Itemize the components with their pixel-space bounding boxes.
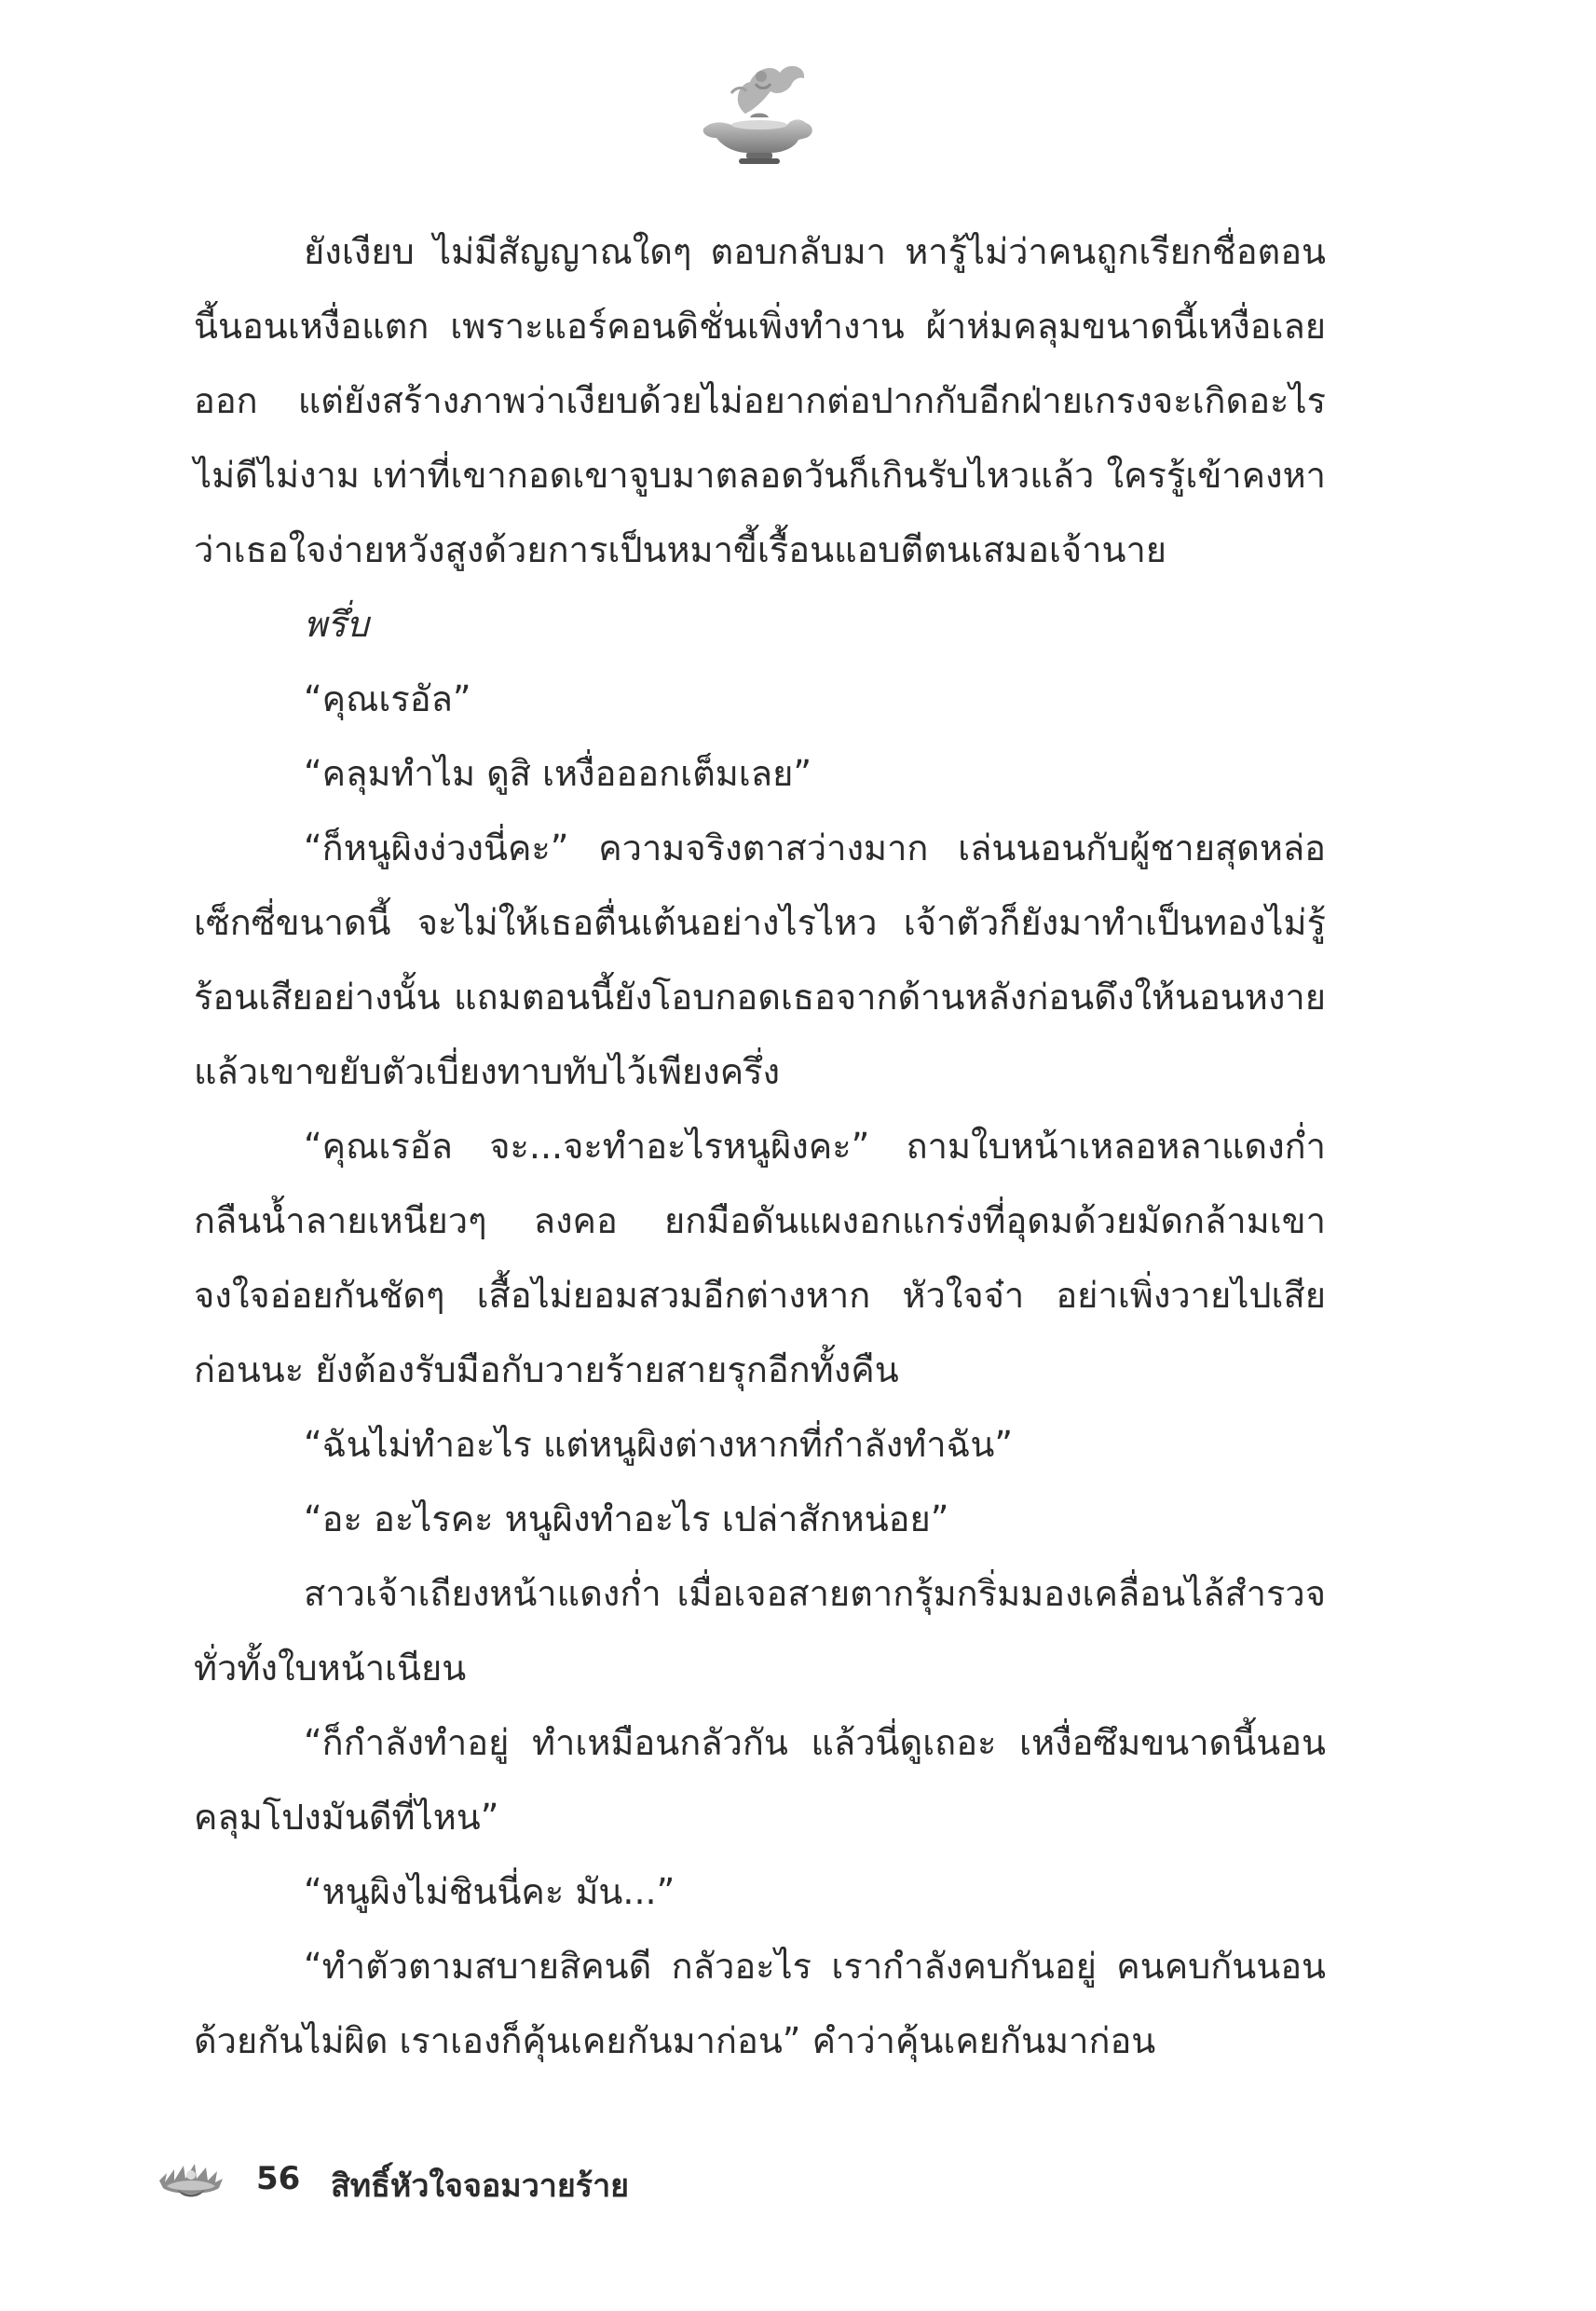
paragraph: “ก็กำลังทำอยู่ ทำเหมือนกลัวกัน แล้วนี่ดูเถอะ เหงื่อซึมขนาดนี้นอนคลุมโปงมันดีที่ไหน” — [194, 1722, 1326, 1838]
body-text — [194, 214, 1326, 2078]
book-title: สิทธิ์หัวใจจอมวายร้าย — [331, 2167, 630, 2205]
paragraph: “คุณเรอัล จะ...จะทำอะไรหนูผิงคะ” ถามใบหน้าเหลอหลาแดงก่ำกลืนน้ำลายเหนียวๆ ลงคอ ยกมือดันแผงอกแกร่งที่อุดมด้วยมัดกล้ามเขาจงใจอ่อยกันชัดๆ เสื้อไม่ยอมสวมอีกต่างหาก หัวใจจ๋า อย่าเพิ่งวายไปเสียก่อนนะ ยังต้องรับมือกับวายร้ายสายรุกอีกทั้งคืน — [194, 1126, 1326, 1390]
paragraph: พรึ่บ — [304, 604, 369, 645]
paragraph: “ก็หนูผิงง่วงนี่คะ” ความจริงตาสว่างมาก เล่นนอนกับผู้ชายสุดหล่อเซ็กซี่ขนาดนี้ จะไม่ให้เธอตื่นเต้นอย่างไรไหว เจ้าตัวก็ยังมาทำเป็นทองไม่รู้ร้อนเสียอย่างนั้น แถมตอนนี้ยังโอบกอดเธอจากด้านหลังก่อนดึงให้นอนหงายแล้วเขาขยับตัวเบี่ยงทาบทับไว้เพียงครึ่ง — [194, 827, 1326, 1092]
page-number: 56 — [256, 2160, 301, 2197]
paragraph: “คุณเรอัล” — [304, 678, 471, 719]
genie-lamp-icon — [694, 56, 820, 168]
emblem-icon — [154, 2153, 228, 2208]
page-footer — [154, 2153, 899, 2218]
paragraph: สาวเจ้าเถียงหน้าแดงก่ำ เมื่อเจอสายตากรุ้มกริ่มมองเคลื่อนไล้สำรวจทั่วทั้งใบหน้าเนียน — [194, 1573, 1326, 1689]
paragraph: ยังเงียบ ไม่มีสัญญาณใดๆ ตอบกลับมา หารู้ไม่ว่าคนถูกเรียกชื่อตอนนี้นอนเหงื่อแตก เพราะแอร์คอนดิชั่นเพิ่งทำงาน ผ้าห่มคลุมขนาดนี้เหงื่อเลยออก แต่ยังสร้างภาพว่าเงียบด้วยไม่อยากต่อปากกับอีกฝ่ายเกรงจะเกิดอะไรไม่ดีไม่งาม เท่าที่เขากอดเขาจูบมาตลอดวันก็เกินรับไหวแล้ว ใครรู้เข้าคงหาว่าเธอใจง่ายหวังสูงด้วยการเป็นหมาขี้เรื้อนแอบตีตนเสมอเจ้านาย — [194, 231, 1326, 570]
paragraph: “ฉันไม่ทำอะไร แต่หนูผิงต่างหากที่กำลังทำฉัน” — [304, 1424, 1014, 1465]
paragraph: “คลุมทำไม ดูสิ เหงื่อออกเต็มเลย” — [304, 753, 812, 794]
paragraph: “หนูผิงไม่ชินนี่คะ มัน...” — [304, 1871, 675, 1912]
paragraph: “อะ อะไรคะ หนูผิงทำอะไร เปล่าสักหน่อย” — [304, 1498, 949, 1539]
paragraph: “ทำตัวตามสบายสิคนดี กลัวอะไร เรากำลังคบกันอยู่ คนคบกันนอนด้วยกันไม่ผิด เราเองก็คุ้นเคยกันมาก่อน” คำว่าคุ้นเคยกันมาก่อน — [194, 1946, 1326, 2061]
